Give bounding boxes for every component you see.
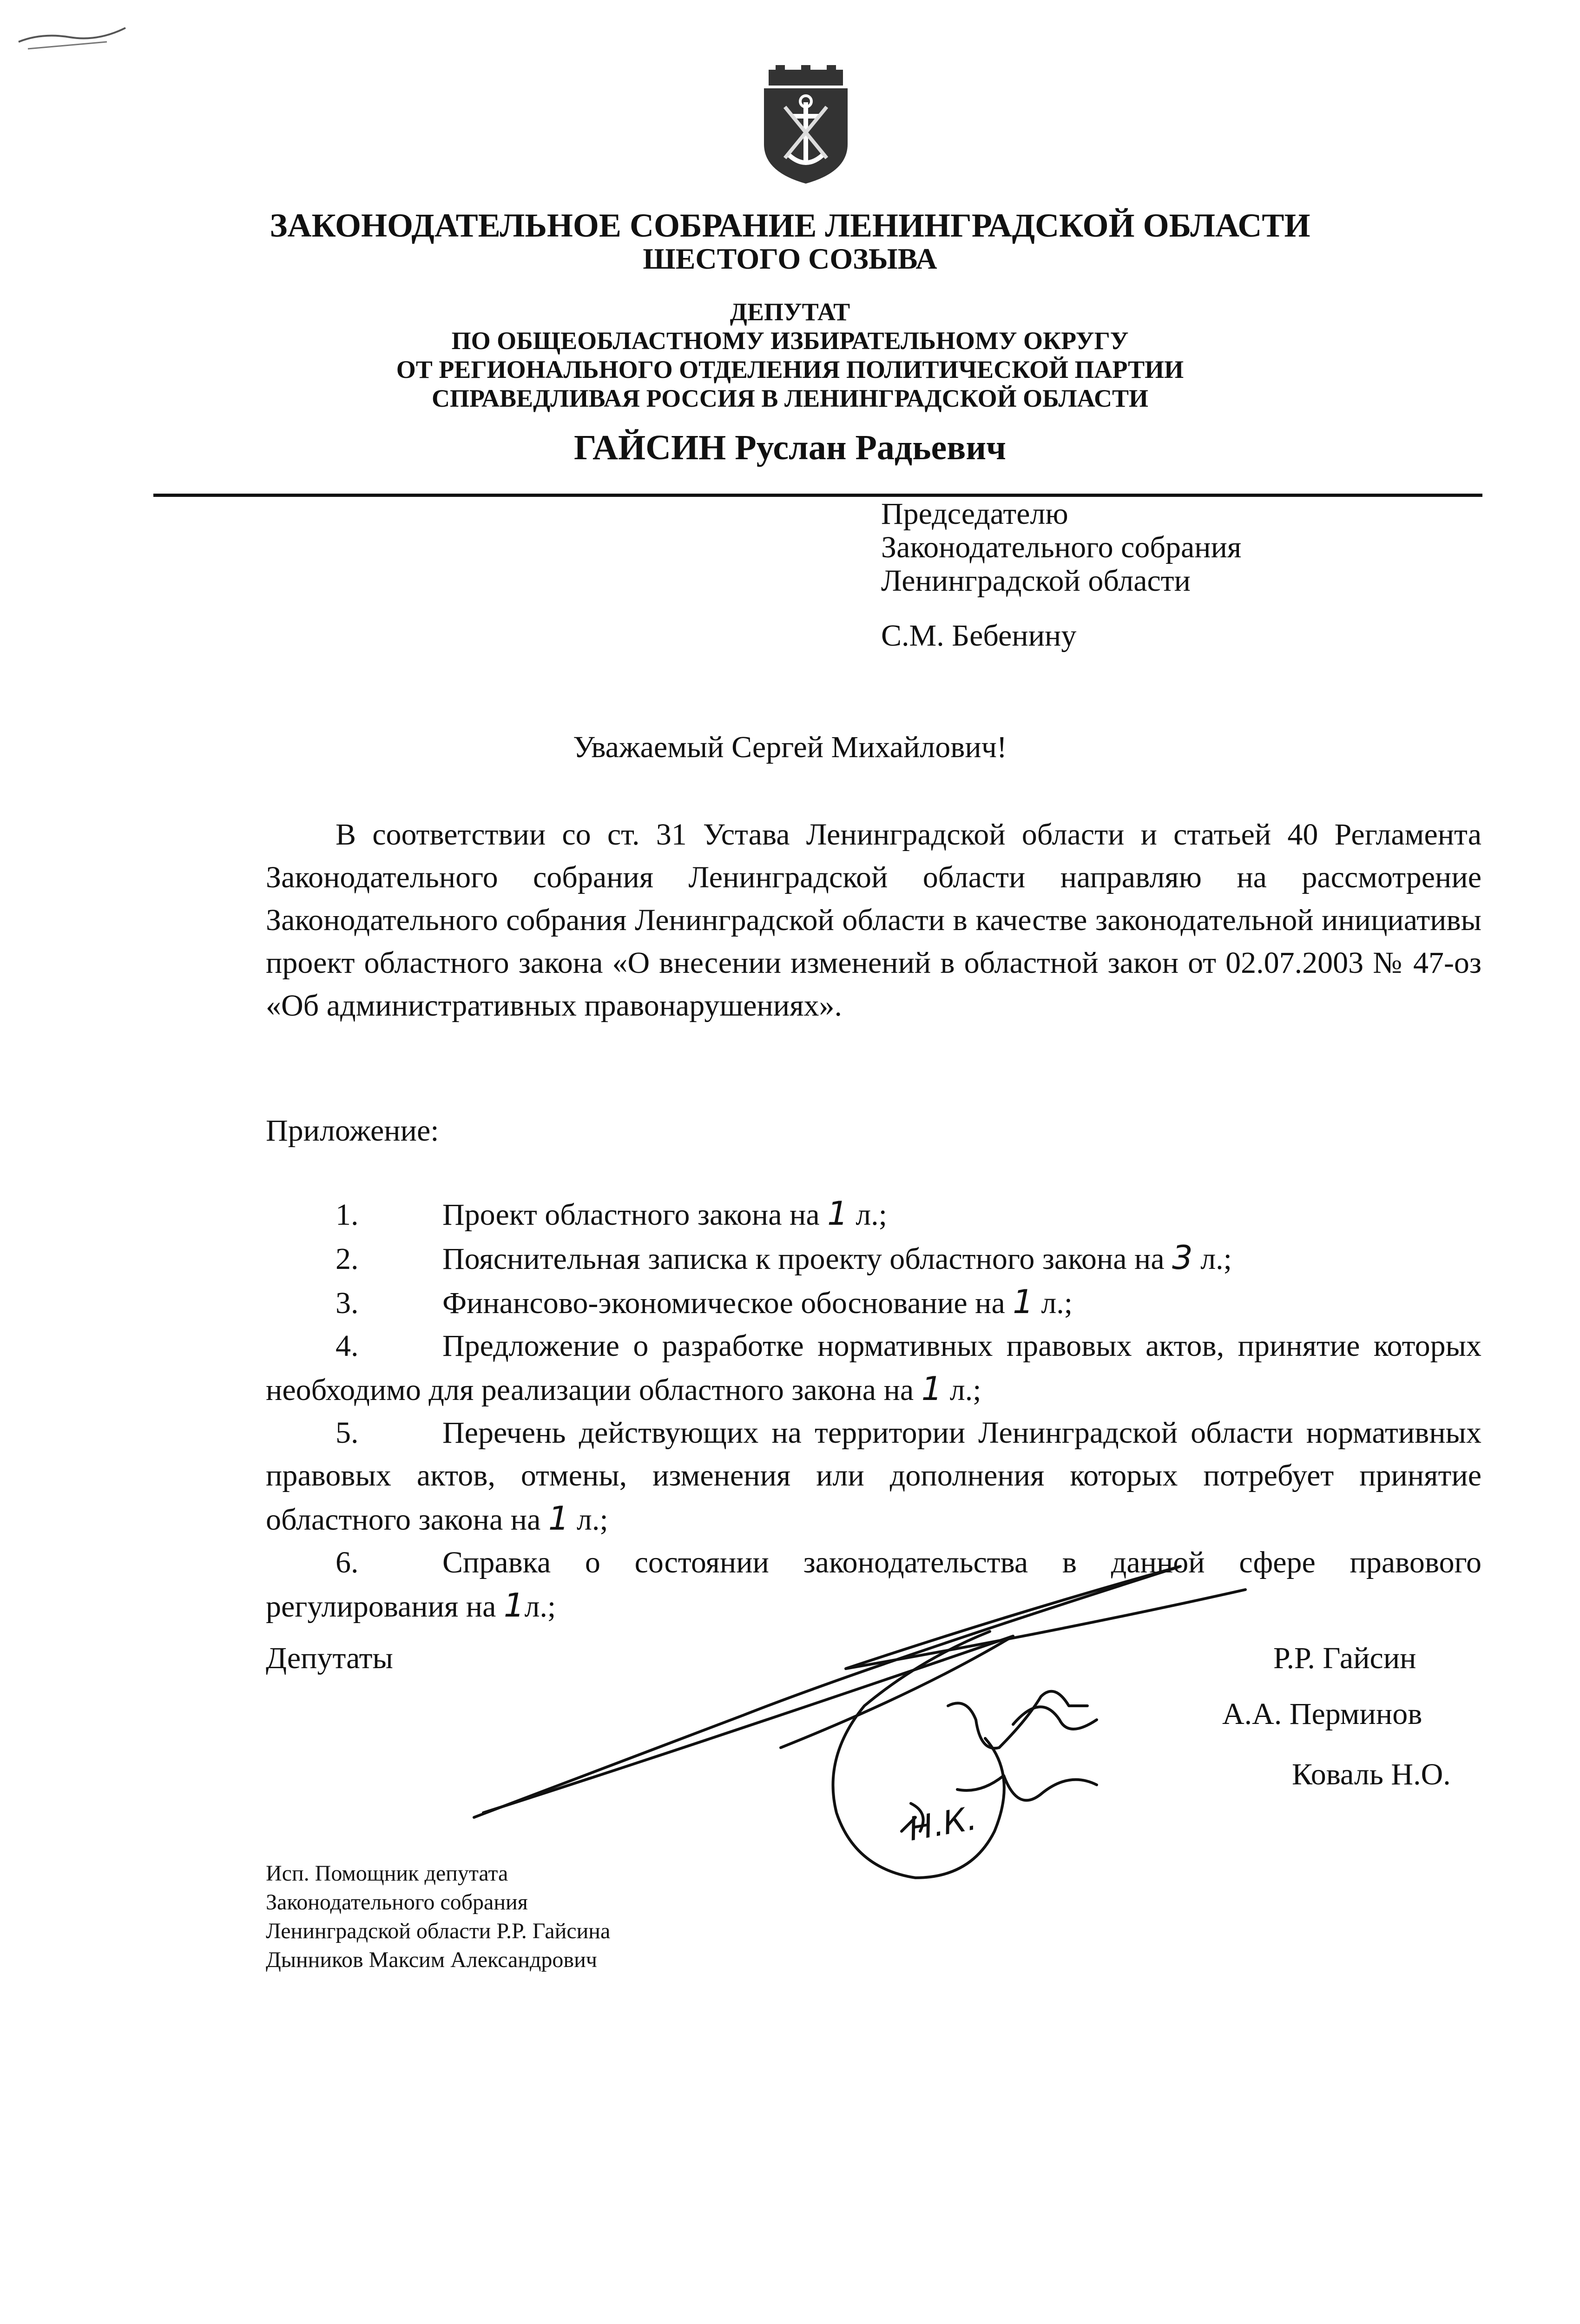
list-item-suffix: л.; bbox=[569, 1503, 608, 1537]
signatory-name: Коваль Н.О. bbox=[1292, 1757, 1451, 1791]
list-item-text: Проект областного закона на bbox=[442, 1198, 828, 1232]
list-item bbox=[266, 1412, 1481, 1541]
list-item-number: 5. bbox=[336, 1416, 359, 1450]
list-item-suffix: л.; bbox=[524, 1590, 556, 1624]
scan-mark bbox=[14, 14, 135, 56]
attachments-heading: Приложение: bbox=[266, 1114, 439, 1148]
addressee-line: Председателю bbox=[881, 497, 1068, 531]
handwritten-page-count: 1 bbox=[921, 1370, 942, 1408]
executor-block bbox=[266, 1859, 610, 1974]
executor-line: Дынников Максим Александрович bbox=[266, 1948, 597, 1972]
list-item-suffix: л.; bbox=[942, 1373, 981, 1407]
deputy-surname: ГАЙСИН bbox=[574, 428, 726, 467]
deputy-title-block bbox=[0, 297, 1580, 413]
executor-line: Исп. Помощник депутата bbox=[266, 1861, 508, 1886]
header-divider bbox=[153, 494, 1482, 497]
handwritten-page-count: 1 bbox=[827, 1195, 848, 1233]
list-item-suffix: л.; bbox=[848, 1198, 887, 1232]
list-item bbox=[266, 1325, 1481, 1412]
handwritten-page-count: 1 bbox=[548, 1499, 569, 1538]
handwritten-page-count: 1 bbox=[503, 1586, 525, 1624]
executor-line: Ленинградской области Р.Р. Гайсина bbox=[266, 1919, 611, 1943]
handwritten-page-count: 1 bbox=[1013, 1283, 1034, 1321]
addressee-line: Законодательного собрания bbox=[881, 530, 1242, 564]
list-item bbox=[266, 1192, 1481, 1236]
list-item-text: Пояснительная записка к проекту областного закона на bbox=[442, 1242, 1172, 1276]
addressee-name: С.М. Бебенину bbox=[881, 619, 1077, 653]
deputy-name bbox=[0, 428, 1580, 468]
organization-name: ЗАКОНОДАТЕЛЬНОЕ СОБРАНИЕ ЛЕНИНГРАДСКОЙ ОБЛАСТИ bbox=[270, 207, 1310, 244]
deputy-title-line: ОТ РЕГИОНАЛЬНОГО ОТДЕЛЕНИЯ ПОЛИТИЧЕСКОЙ ПАРТИИ bbox=[396, 356, 1184, 383]
list-item-text: Финансово-экономическое обоснование на bbox=[442, 1286, 1013, 1320]
list-item bbox=[266, 1236, 1481, 1281]
deputy-given-names: Руслан Радьевич bbox=[735, 428, 1006, 467]
coat-of-arms-icon bbox=[759, 65, 852, 186]
list-item-text: Предложение о разработке нормативных правовых актов, принятие которых необходимо для реализации областного закона на bbox=[266, 1329, 1481, 1407]
addressee-block bbox=[881, 497, 1241, 598]
list-item-text: Перечень действующих на территории Ленинградской области нормативных правовых актов, отмены, изменения или дополнения которых потребует принятие областного закона на bbox=[266, 1416, 1481, 1537]
list-item-text: Справка о состоянии законодательства в данной сфере правового регулирования на bbox=[266, 1545, 1481, 1624]
list-item-number: 2. bbox=[336, 1242, 359, 1276]
deputy-title-line: ДЕПУТАТ bbox=[730, 298, 850, 326]
body-paragraph: В соответствии со ст. 31 Устава Ленинградской области и статьей 40 Регламента Законодательного собрания Ленинградской области направляю на рассмотрение Законодательного собрания Ленинградской области в качестве законодательной инициативы проект областного закона «О внесении изменений в областной закон от 02.07.2003 № 47-оз «Об административных правонарушениях». bbox=[266, 818, 1481, 1023]
deputy-title-line: ПО ОБЩЕОБЛАСТНОМУ ИЗБИРАТЕЛЬНОМУ ОКРУГУ bbox=[451, 327, 1129, 355]
salutation: Уважаемый Сергей Михайлович! bbox=[573, 730, 1007, 764]
list-item bbox=[266, 1281, 1481, 1325]
handwritten-page-count: 3 bbox=[1172, 1239, 1193, 1277]
handwritten-initials: Н.К. bbox=[905, 1799, 980, 1849]
list-item-number: 6. bbox=[336, 1545, 359, 1579]
deputy-title-line: СПРАВЕДЛИВАЯ РОССИЯ В ЛЕНИНГРАДСКОЙ ОБЛАСТИ bbox=[431, 384, 1149, 412]
list-item-suffix: л.; bbox=[1033, 1286, 1073, 1320]
signatory-name: А.А. Перминов bbox=[1222, 1697, 1422, 1731]
convocation-title: ШЕСТОГО СОЗЫВА bbox=[643, 242, 937, 275]
signatory-name: Р.Р. Гайсин bbox=[1273, 1641, 1416, 1675]
letter-body bbox=[266, 813, 1481, 1027]
addressee-line: Ленинградской области bbox=[881, 564, 1191, 598]
list-item-number: 1. bbox=[336, 1198, 359, 1232]
executor-line: Законодательного собрания bbox=[266, 1890, 528, 1915]
list-item-number: 3. bbox=[336, 1286, 359, 1320]
signatories-label: Депутаты bbox=[266, 1641, 393, 1675]
list-item-suffix: л.; bbox=[1192, 1242, 1232, 1276]
list-item-number: 4. bbox=[336, 1329, 359, 1363]
